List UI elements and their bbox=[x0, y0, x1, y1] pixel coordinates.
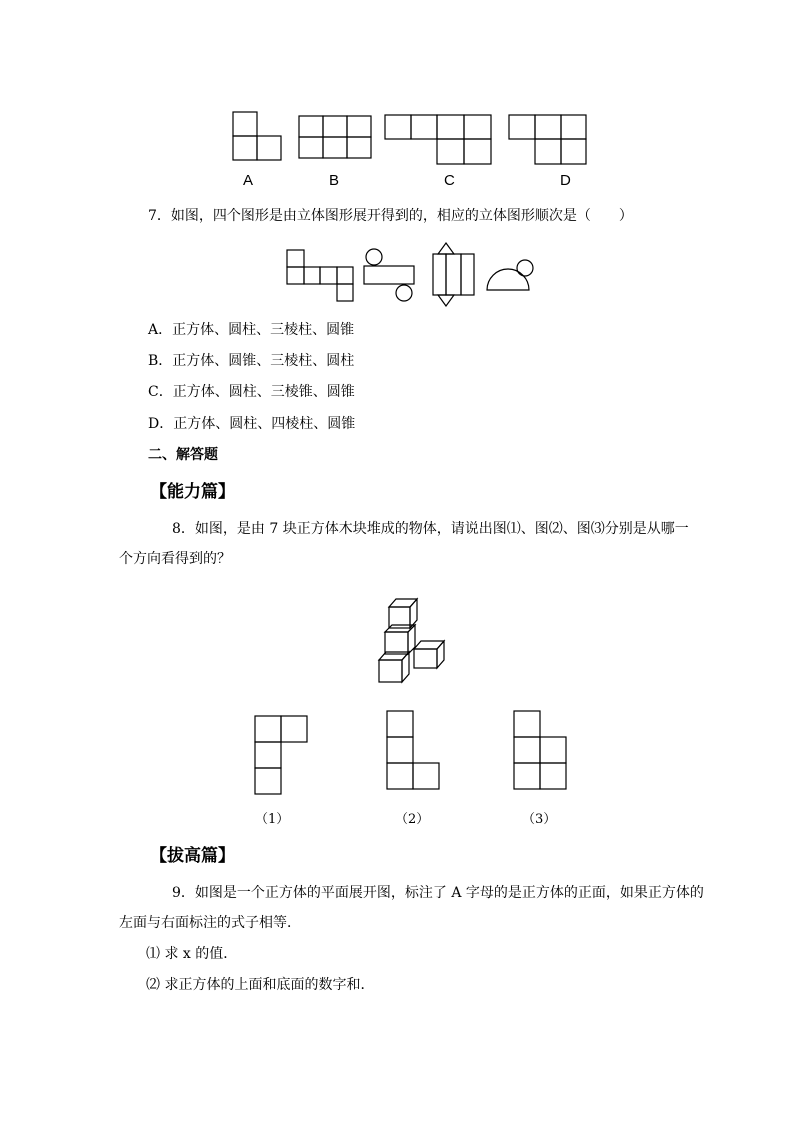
q8-line2: 个方向看得到的？ bbox=[119, 551, 231, 567]
q7-option-b: B．正方体、圆锥、三棱柱、圆柱 bbox=[148, 353, 355, 369]
net-label-a: A bbox=[243, 172, 254, 189]
q8-cube-stack bbox=[379, 599, 444, 682]
q8-view-3 bbox=[514, 711, 566, 789]
q7-option-c: C．正方体、圆柱、三棱锥、圆锥 bbox=[148, 384, 355, 400]
q7-option-d: D．正方体、圆柱、四棱柱、圆锥 bbox=[148, 416, 356, 432]
q8-line1: 8．如图，是由 7 块正方体木块堆成的物体，请说出图⑴、图⑵、图⑶分别是从哪一 bbox=[172, 521, 689, 537]
section-title: 二、解答题 bbox=[148, 447, 218, 463]
net-label-c: C bbox=[444, 172, 455, 189]
ability-heading: 【能力篇】 bbox=[150, 482, 235, 502]
q7-option-a: A．正方体、圆柱、三棱柱、圆锥 bbox=[148, 322, 355, 338]
q8-caption-3: （3） bbox=[522, 812, 557, 827]
q8-caption-1: （1） bbox=[255, 812, 290, 827]
q8-view-1 bbox=[255, 716, 307, 794]
net-label-d: D bbox=[560, 172, 571, 189]
q9-sub2: ⑵ 求正方体的上面和底面的数字和． bbox=[146, 977, 375, 993]
q9-sub1: ⑴ 求 x 的值． bbox=[146, 946, 238, 962]
q7-stem: 7．如图，四个图形是由立体图形展开得到的，相应的立体图形顺次是（ ） bbox=[148, 208, 633, 224]
net-label-b: B bbox=[329, 172, 340, 189]
q8-caption-2: （2） bbox=[395, 812, 430, 827]
advanced-heading: 【拔高篇】 bbox=[150, 846, 235, 866]
q8-view-2 bbox=[387, 711, 439, 789]
q9-line1: 9．如图是一个正方体的平面展开图，标注了 A 字母的是正方体的正面，如果正方体的 bbox=[172, 885, 704, 901]
q9-line2: 左面与右面标注的式子相等． bbox=[119, 915, 301, 931]
